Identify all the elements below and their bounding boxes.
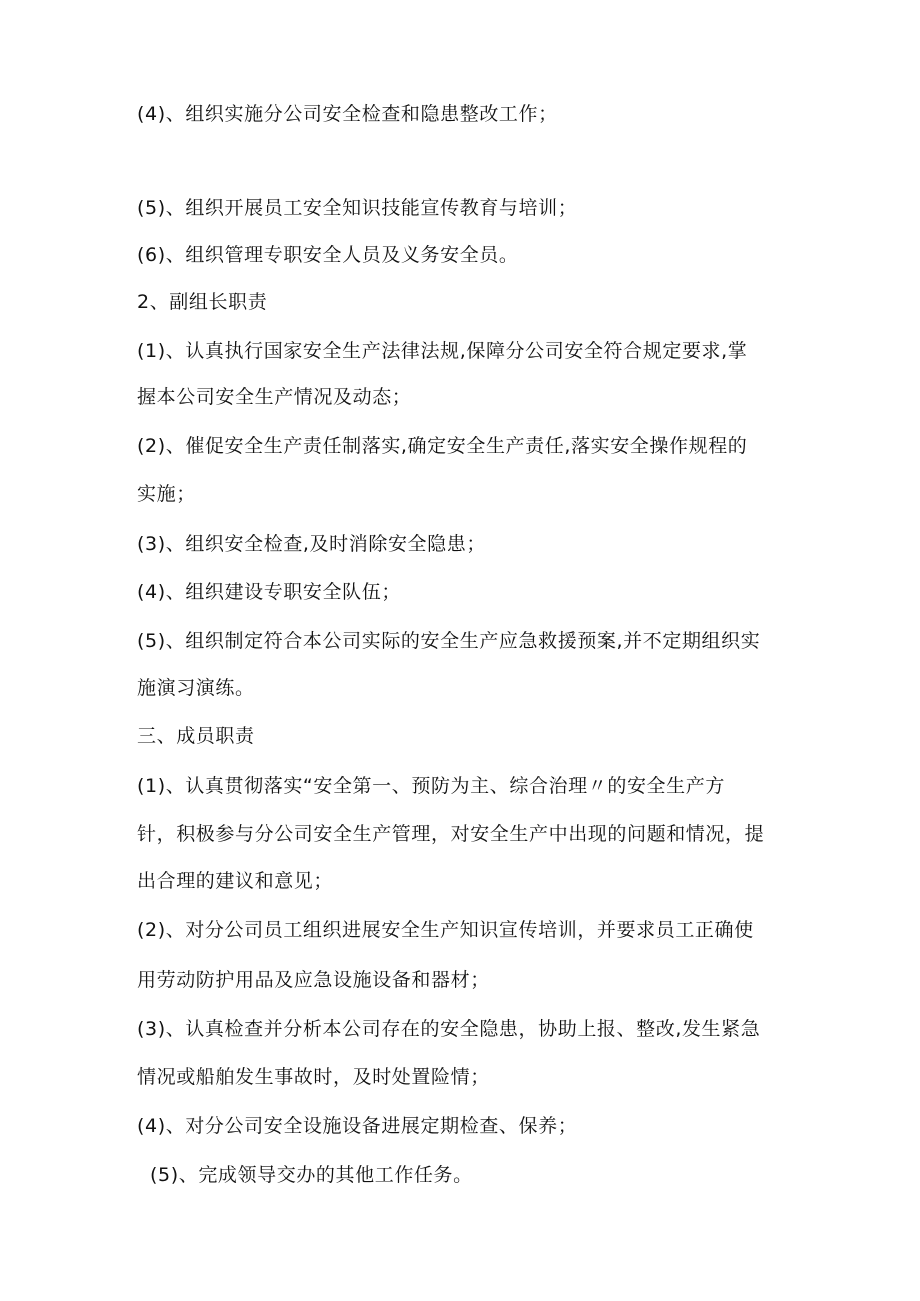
text-line: (3)、认真检查并分析本公司存在的安全隐患，协助上报、整改,发生紧急	[137, 1018, 761, 1040]
text-line: 握本公司安全生产情况及动态；	[137, 386, 412, 408]
section-heading: 三、成员职责	[137, 725, 255, 747]
text-line: (5)、完成领导交办的其他工作任务。	[150, 1164, 473, 1186]
text-line: (5)、组织开展员工安全知识技能宣传教育与培训；	[137, 197, 578, 219]
text-line: (2)、对分公司员工组织进展安全生产知识宣传培训，并要求员工正确使	[137, 919, 754, 941]
text-line: (3)、组织安全检查,及时消除安全隐患；	[137, 533, 486, 555]
text-line: (4)、对分公司安全设施设备进展定期检查、保养；	[137, 1115, 578, 1137]
text-line: (1)、认真执行国家安全生产法律法规,保障分公司安全符合规定要求,掌	[137, 340, 748, 362]
text-line: (1)、认真贯彻落实“安全第一、预防为主、综合治理〃的安全生产方	[137, 775, 725, 797]
text-line: (2)、催促安全生产责任制落实,确定安全生产责任,落实安全操作规程的	[137, 435, 748, 457]
text-line: 实施；	[137, 483, 196, 505]
text-line: 用劳动防护用品及应急设施设备和器材；	[137, 969, 490, 991]
text-line: 针，积极参与分公司安全生产管理，对安全生产中出现的问题和情况，提	[137, 823, 765, 845]
text-line: (6)、组织管理专职安全人员及义务安全员。	[137, 244, 519, 266]
section-heading: 2、副组长职责	[137, 291, 268, 313]
text-line: 情况或船舶发生事故时，及时处置险情；	[137, 1066, 490, 1088]
text-line: 施演习演练。	[137, 677, 255, 699]
text-line: (4)、组织建设专职安全队伍；	[137, 581, 401, 603]
text-line: 出合理的建议和意见；	[137, 870, 334, 892]
text-line: (4)、组织实施分公司安全检查和隐患整改工作；	[137, 103, 558, 125]
text-line: (5)、组织制定符合本公司实际的安全生产应急救援预案,并不定期组织实	[137, 630, 761, 652]
